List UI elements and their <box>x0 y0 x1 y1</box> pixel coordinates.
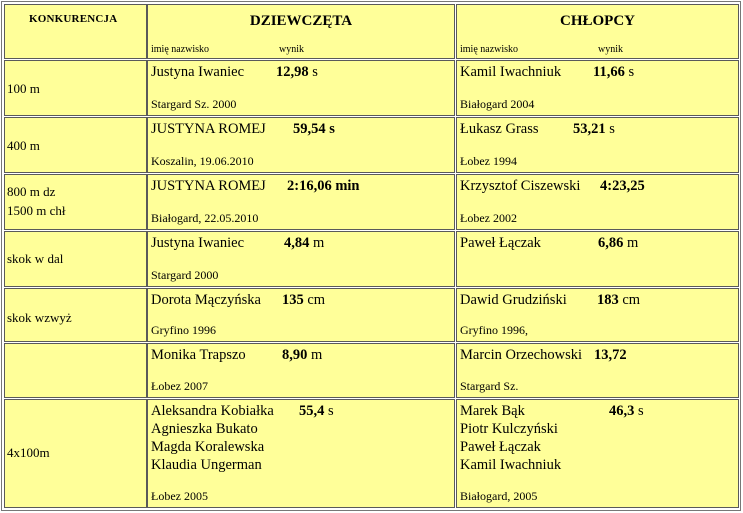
result-unit: s <box>308 64 318 80</box>
girls-record-cell <box>147 60 455 116</box>
girls-record-cell <box>147 343 455 398</box>
boys-record-cell <box>456 231 739 287</box>
boys-record-cell <box>456 60 739 116</box>
athlete-name: Aleksandra Kobiałka <box>151 403 274 419</box>
competition-label: 4x100m <box>7 445 50 460</box>
result-unit: s <box>324 403 334 419</box>
athlete-name: Paweł Łączak <box>460 235 541 251</box>
athlete-name: Justyna Iwaniec <box>151 235 245 251</box>
competition-label: 400 m <box>7 138 40 153</box>
athlete-name: JUSTYNA ROMEJ <box>151 178 266 194</box>
result <box>276 64 318 81</box>
competition-cell <box>4 231 147 287</box>
athlete-name: Magda Koralewska <box>151 439 265 455</box>
header-boys: CHŁOPCY <box>560 13 635 29</box>
place-and-year: Łobez 2005 <box>151 489 208 503</box>
athlete-name: Marek Bąk <box>460 403 525 419</box>
place-and-year: Białogard, 22.05.2010 <box>151 211 259 225</box>
result-value: 183 <box>597 292 619 308</box>
result <box>597 292 640 309</box>
athlete-name: Kamil Iwachniuk <box>460 457 562 473</box>
competition-label: skok w dal <box>7 251 64 266</box>
athlete-name: Łukasz Grass <box>460 121 539 137</box>
place-and-year: Gryfino 1996 <box>151 323 216 337</box>
athlete-name: Monika Trapszo <box>151 347 246 363</box>
result-value: 59,54 s <box>293 121 335 137</box>
result-value: 8,90 <box>282 347 308 363</box>
result <box>287 178 360 195</box>
result <box>293 121 335 138</box>
competition-cell <box>4 174 147 230</box>
boys-record-cell <box>456 174 739 230</box>
athlete-name: Justyna Iwaniec <box>151 64 245 80</box>
header-girls: DZIEWCZĘTA <box>249 13 353 29</box>
result <box>573 121 615 138</box>
result-value: 11,66 <box>593 64 625 80</box>
result-value: 53,21 <box>573 121 606 137</box>
competition-cell <box>4 343 147 398</box>
result-value: 13,72 <box>594 347 627 363</box>
place-and-year: Koszalin, 19.06.2010 <box>151 154 254 168</box>
place-and-year: Gryfino 1996, <box>460 323 528 337</box>
result-value: 135 <box>282 292 304 308</box>
competition-cell <box>4 399 147 508</box>
result-value: 12,98 <box>276 64 309 80</box>
place-and-year: Białogard, 2005 <box>460 489 538 503</box>
girls-name-label: imię nazwisko <box>151 44 210 55</box>
competition-cell <box>4 117 147 173</box>
place-and-year: Stargard 2000 <box>151 268 219 282</box>
result-value: 55,4 <box>299 403 325 419</box>
result <box>282 292 325 309</box>
result-unit: s <box>624 64 635 80</box>
athlete-name: Kamil Iwachniuk <box>460 64 562 80</box>
result <box>299 403 334 420</box>
place-and-year: Białogard 2004 <box>460 97 535 111</box>
girls-record-cell <box>147 288 455 342</box>
header-boys-cell <box>456 4 739 59</box>
header-girls-cell <box>147 4 455 59</box>
place-and-year: Łobez 2002 <box>460 211 517 225</box>
place-and-year: Stargard Sz. 2000 <box>151 97 237 111</box>
athlete-name: Piotr Kulczyński <box>460 421 558 437</box>
result <box>284 235 324 252</box>
athlete-name: Agnieszka Bukato <box>151 421 258 437</box>
competition-label: skok wzwyż <box>7 310 72 325</box>
result-value: 46,3 <box>609 403 635 419</box>
competition-label: 1500 m chł <box>7 203 66 218</box>
result-unit: s <box>605 121 615 137</box>
girls-result-label: wynik <box>279 44 304 55</box>
girls-record-cell <box>147 174 455 230</box>
boys-record-cell <box>456 343 739 398</box>
competition-cell <box>4 288 147 342</box>
result-value: 2:16,06 min <box>287 178 360 194</box>
boys-name-label: imię nazwisko <box>460 44 519 55</box>
result <box>282 347 322 364</box>
result-value: 4:23,25 <box>600 178 645 194</box>
result <box>600 178 645 195</box>
athlete-name: Krzysztof Ciszewski <box>460 178 581 194</box>
result-unit: cm <box>618 292 641 308</box>
place-and-year: Łobez 1994 <box>460 154 517 168</box>
result <box>598 235 638 252</box>
boys-result-label: wynik <box>598 44 623 55</box>
athlete-name: Marcin Orzechowski <box>460 347 582 363</box>
girls-record-cell <box>147 231 455 287</box>
girls-record-cell <box>147 399 455 508</box>
result-unit: s <box>634 403 644 419</box>
girls-record-cell <box>147 117 455 173</box>
competition-label: 800 m dz <box>7 184 56 199</box>
boys-record-cell <box>456 399 739 508</box>
athlete-name: Paweł Łączak <box>460 439 541 455</box>
place-and-year: Łobez 2007 <box>151 379 208 393</box>
athlete-name: Dorota Mączyńska <box>151 292 261 308</box>
boys-record-cell <box>456 288 739 342</box>
result-value: 4,84 <box>284 235 310 251</box>
result <box>609 403 644 420</box>
result-value: 6,86 <box>598 235 624 251</box>
competition-label: 100 m <box>7 81 40 96</box>
result-unit: m <box>307 347 323 363</box>
athlete-name: Dawid Grudziński <box>460 292 567 308</box>
athlete-name: Klaudia Ungerman <box>151 457 262 473</box>
competition-cell <box>4 60 147 116</box>
header-competition-cell <box>4 4 147 59</box>
result-unit: cm <box>303 292 326 308</box>
result-unit: m <box>309 235 325 251</box>
result-unit: m <box>623 235 639 251</box>
boys-record-cell <box>456 117 739 173</box>
header-competition: KONKURENCJA <box>29 13 118 25</box>
athlete-name: JUSTYNA ROMEJ <box>151 121 266 137</box>
place-and-year: Stargard Sz. <box>460 379 519 393</box>
result <box>594 347 627 364</box>
result <box>593 64 634 81</box>
